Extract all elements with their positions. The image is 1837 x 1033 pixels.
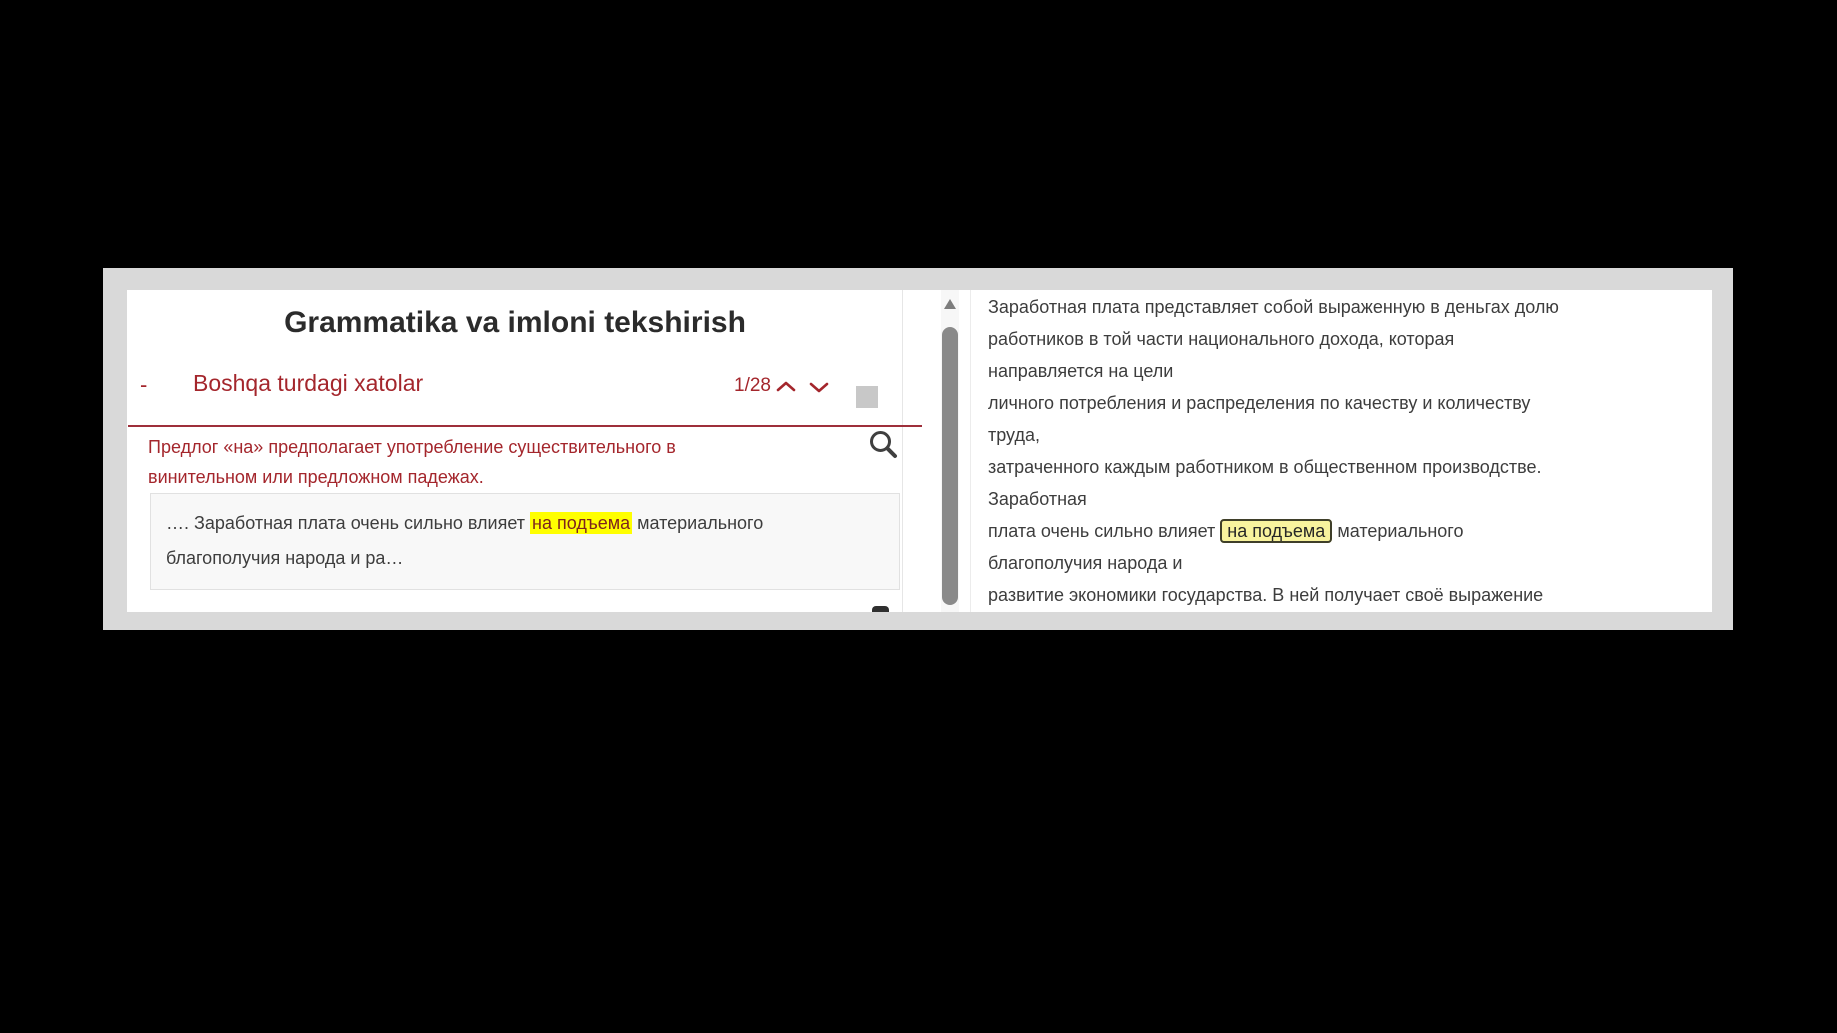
document-pane[interactable] bbox=[971, 290, 1712, 612]
scrollbar-thumb[interactable] bbox=[942, 327, 958, 605]
previous-error-button[interactable] bbox=[775, 378, 797, 396]
cutoff-element-bottom bbox=[872, 606, 889, 612]
document-line: Заработная bbox=[988, 489, 1087, 509]
page-title: Grammatika va imloni tekshirish bbox=[284, 306, 746, 339]
panel-checkbox[interactable] bbox=[856, 386, 878, 408]
document-line: личного потребления и распределения по качеству и количеству bbox=[988, 393, 1531, 413]
triangle-up-icon[interactable] bbox=[944, 299, 956, 309]
doc-text-pre: плата очень сильно влияет bbox=[988, 521, 1221, 541]
content-area bbox=[127, 290, 1712, 612]
document-line-with-error bbox=[988, 515, 1704, 547]
search-icon bbox=[867, 448, 899, 463]
document-text bbox=[988, 291, 1704, 611]
snippet-highlighted-error: на подъема bbox=[532, 513, 631, 533]
document-line: направляется на цели bbox=[988, 361, 1174, 381]
chevron-down-icon bbox=[808, 384, 830, 399]
document-line: работников в той части национального дохода, которая bbox=[988, 329, 1455, 349]
section-divider bbox=[128, 425, 922, 427]
error-description-line1: Предлог «на» предполагает употребление существительного в bbox=[148, 437, 676, 457]
error-context-snippet bbox=[150, 493, 900, 590]
document-highlighted-error[interactable]: на подъема bbox=[1220, 519, 1332, 543]
grammar-checker-panel bbox=[127, 290, 903, 612]
error-description-line2: винительном или предложном падежах. bbox=[148, 467, 484, 487]
document-scrollbar[interactable] bbox=[941, 290, 959, 612]
document-line: Заработная плата представляет собой выраженную в деньгах долю bbox=[988, 297, 1559, 317]
snippet-text-post: материального bbox=[632, 513, 764, 533]
document-line: развитие экономики государства. В ней получает своё выражение bbox=[988, 585, 1544, 605]
collapse-section-button[interactable]: - bbox=[140, 372, 148, 397]
snippet-text-pre: …. Заработная плата очень сильно влияет bbox=[166, 513, 531, 533]
next-error-button[interactable] bbox=[808, 378, 830, 396]
error-category-label: Boshqa turdagi xatolar bbox=[193, 370, 424, 396]
search-button[interactable] bbox=[867, 428, 899, 460]
snippet-line1 bbox=[166, 506, 884, 541]
document-line: затраченного каждым работником в общественном производстве. bbox=[988, 457, 1542, 477]
chevron-up-icon bbox=[775, 384, 797, 399]
error-description bbox=[148, 432, 838, 492]
document-line: благополучия народа и bbox=[988, 553, 1183, 573]
error-counter: 1/28 bbox=[734, 375, 771, 396]
document-line: труда, bbox=[988, 425, 1040, 445]
snippet-line2: благополучия народа и ра… bbox=[166, 548, 404, 568]
app-window-frame bbox=[103, 268, 1733, 630]
doc-text-post: материального bbox=[1332, 521, 1464, 541]
